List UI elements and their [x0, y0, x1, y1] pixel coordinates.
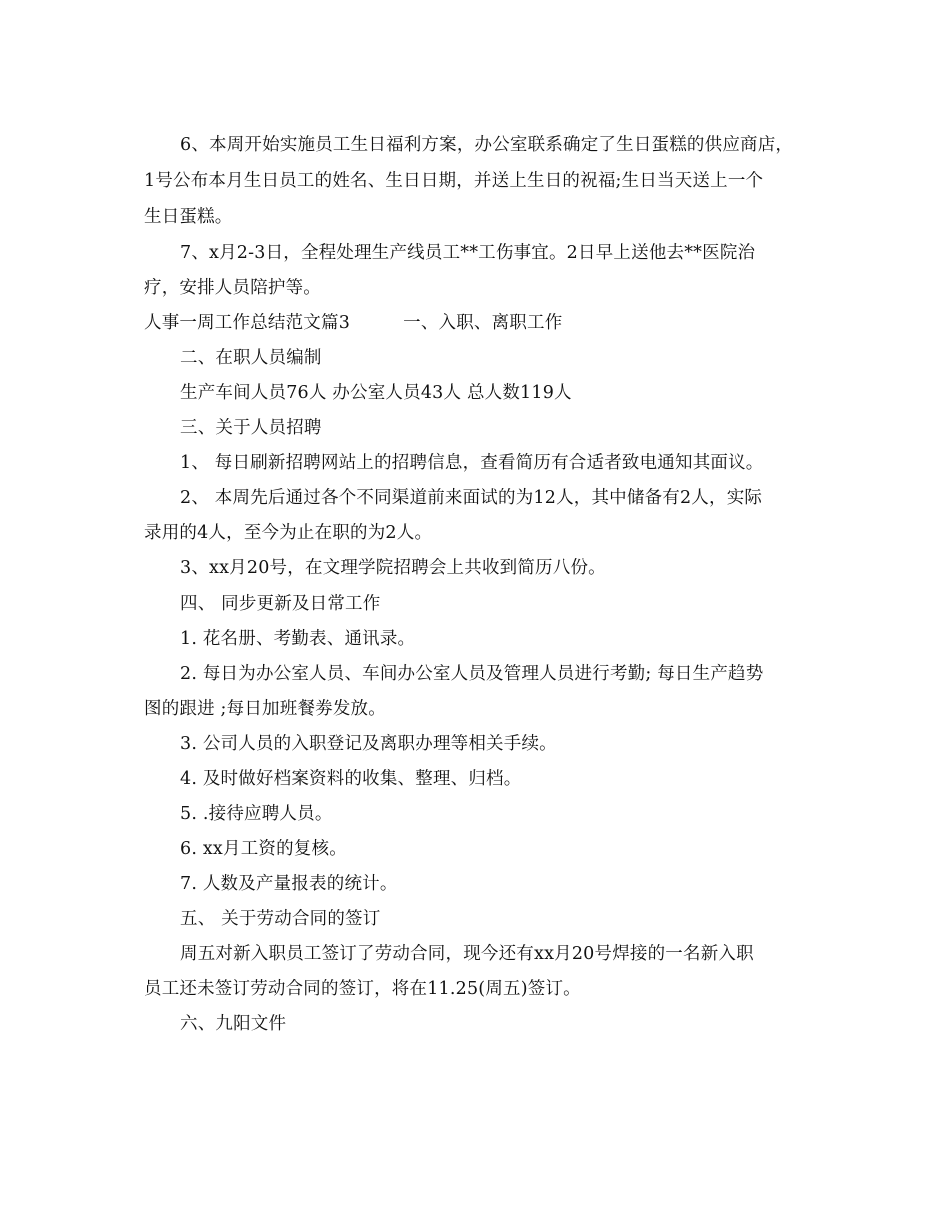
heading-recruitment: 三、关于人员招聘: [180, 418, 322, 438]
daily-work-item-2-line-2: 图的跟进 ;每日加班餐劵发放。: [144, 699, 386, 719]
section-title: 人事一周工作总结范文篇3 一、入职、离职工作: [144, 313, 563, 333]
recruitment-item-2-line-2: 录用的4人，至今为止在职的为2人。: [144, 523, 433, 543]
heading-daily-work: 四、 同步更新及日常工作: [180, 594, 381, 614]
paragraph-item-7-line-1: 7、x月2-3日，全程处理生产线员工**工伤事宜。2日早上送他去**医院治: [180, 243, 756, 263]
recruitment-item-2-line-1: 2、 本周先后通过各个不同渠道前来面试的为12人，其中储备有2人，实际: [180, 488, 763, 508]
daily-work-item-6: 6. xx月工资的复核。: [180, 839, 347, 859]
daily-work-item-2-line-1: 2. 每日为办公室人员、车间办公室人员及管理人员进行考勤; 每日生产趋势: [180, 664, 764, 684]
recruitment-item-1: 1、 每日刷新招聘网站上的招聘信息，查看简历有合适者致电通知其面议。: [180, 453, 764, 473]
staff-count-text: 生产车间人员76人 办公室人员43人 总人数119人: [180, 383, 572, 403]
recruitment-item-3: 3、xx月20号，在文理学院招聘会上共收到简历八份。: [180, 558, 606, 578]
heading-labor-contract: 五、 关于劳动合同的签订: [180, 909, 381, 929]
labor-contract-line-2: 员工还未签订劳动合同的签订，将在11.25(周五)签订。: [144, 979, 581, 999]
daily-work-item-4: 4. 及时做好档案资料的收集、整理、归档。: [180, 769, 522, 789]
paragraph-item-7-line-2: 疗，安排人员陪护等。: [144, 278, 321, 298]
heading-jiuyang-documents: 六、九阳文件: [180, 1014, 287, 1034]
labor-contract-line-1: 周五对新入职员工签订了劳动合同，现今还有xx月20号焊接的一名新入职: [180, 944, 754, 964]
daily-work-item-1: 1. 花名册、考勤表、通讯录。: [180, 629, 416, 649]
daily-work-item-3: 3. 公司人员的入职登记及离职办理等相关手续。: [180, 734, 557, 754]
heading-staff-count: 二、在职人员编制: [180, 348, 322, 368]
paragraph-item-6-line-3: 生日蛋糕。: [144, 207, 233, 227]
daily-work-item-5: 5. .接待应聘人员。: [180, 804, 333, 824]
daily-work-item-7: 7. 人数及产量报表的统计。: [180, 874, 398, 894]
paragraph-item-6-line-1: 6、本周开始实施员工生日福利方案，办公室联系确定了生日蛋糕的供应商店，: [180, 135, 794, 155]
paragraph-item-6-line-2: 1号公布本月生日员工的姓名、生日日期，并送上生日的祝福;生日当天送上一个: [144, 171, 764, 191]
